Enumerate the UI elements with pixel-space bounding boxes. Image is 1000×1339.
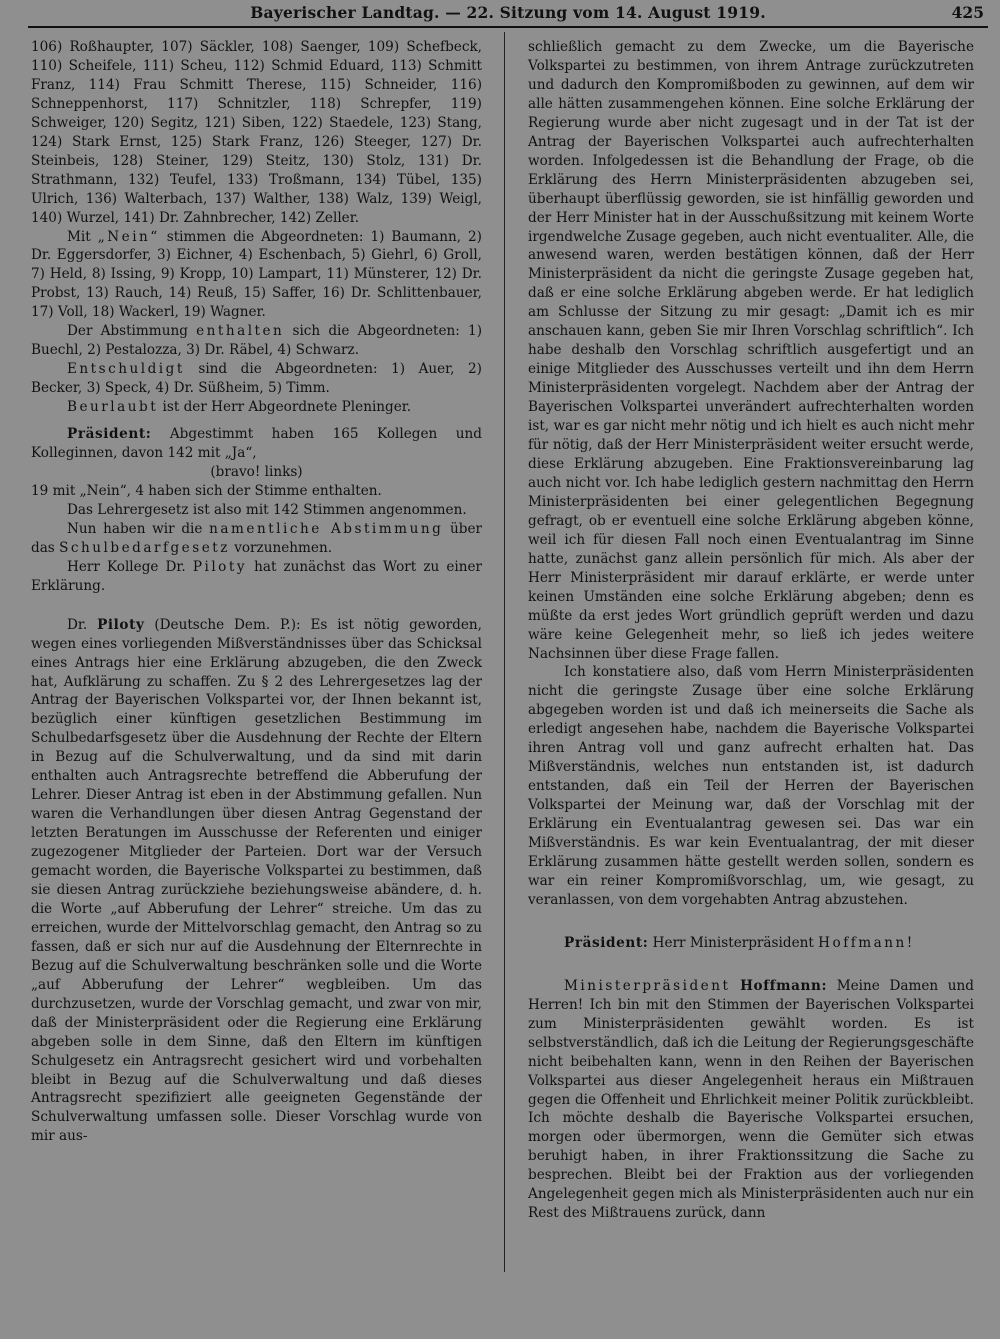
floor-given: Herr Kollege Dr. Piloty hat zunächst das Wort zu einer Erklärung.	[31, 558, 483, 594]
left-column	[31, 38, 482, 1146]
emphasis-enthalten: enthalten	[196, 323, 285, 340]
emphasis-nein: „Nein“	[97, 228, 160, 245]
speaker-president: Präsident:	[67, 426, 152, 443]
speech-hoffmann: Ministerpräsident Hoffmann: Meine Damen und Herren! Ich bin mit den Stimmen der Bayerischen Volkspartei zum Ministerpräsidenten gewählt worden. Es ist selbstverständlich, daß ich die Leitung der Regierungsgeschäfte nicht beibehalten kann, wenn in den Reihen der Bayerischen Volkspartei aus dieser Angelegenheit heraus ein Mißtrauen gegen die Offenheit und Ehrlichkeit meiner Politik zurückbleibt. Ich möchte deshalb die Bayerische Volkspartei ersuchen, morgen oder übermorgen, wenn die Gemüter sich etwas beruhigt haben, in ihrer Fraktionssitzung die Sache zu besprechen. Bleibt bei der Fraktion aus der vorliegenden Angelegenheit gegen mich als Ministerpräsidenten auch nur ein Rest des Mißtrauens zurück, dann	[528, 977, 974, 1222]
speaker-hoffmann: Hoffmann:	[740, 977, 828, 994]
voter-list-no: Mit „Nein“ stimmen die Abgeordneten: 1) Baumann, 2) Dr. Eggersdorfer, 3) Eichner, 4) Eschenbach, 5) Giehrl, 6) Groll, 7) Held, 8) Issing, 9) Kropp, 10) Lampart, 11) Münsterer, 12) Dr. Probst, 13) Rauch, 14) Reuß, 15) Saffer, 16) Dr. Schlittenbauer, 17) Voll, 18) Wackerl, 19) Wagner.	[31, 228, 482, 321]
next-vote-announcement: Nun haben wir die namentliche Abstimmung über das Schulbedarfgesetz vorzunehmen.	[31, 520, 482, 556]
interjection: (bravo! links)	[210, 463, 303, 480]
running-title: Bayerischer Landtag. — 22. Sitzung vom 14. August 1919.	[250, 3, 766, 22]
speaker-president: Präsident:	[564, 934, 649, 951]
voter-list-excused: Entschuldigt sind die Abgeordneten: 1) Auer, 2) Becker, 3) Speck, 4) Dr. Süßheim, 5) Timm.	[31, 361, 482, 397]
speaker-piloty: Piloty	[97, 616, 145, 633]
right-column	[528, 38, 974, 1223]
law-adopted: Das Lehrergesetz ist also mit 142 Stimmen angenommen.	[67, 501, 467, 518]
voter-list-leave: Beurlaubt ist der Herr Abgeordnete Pleninger.	[67, 399, 412, 416]
speech-piloty: Dr. Piloty (Deutsche Dem. P.): Es ist nötig geworden, wegen eines vorliegenden Mißverständnisses über das Schicksal eines Antrags hier eine Erklärung abzugeben, die den Zweck hat, Aufklärung zu schaffen. Zu § 2 des Lehrergesetzes lag der Antrag der Bayerischen Volkspartei vor, der Ihnen bekannt ist, bezüglich einer künftigen gesetzlichen Bestimmung im Schulbedarfsgesetz über die Ausdehnung der Rechte der Eltern in Bezug auf die Schulverwaltung, und da sind mit darin enthalten auch Antragsrechte betreffend die Abberufung der Lehrer. Dieser Antrag ist eben in der Abstimmung gefallen. Nun waren die Verhandlungen über diesen Antrag Gegenstand der letzten Beratungen im Ausschusse der Referenten und einiger zugezogener Mitglieder der Parteien. Dort war der Versuch gemacht worden, die Bayerische Volkspartei zu bestimmen, daß sie diesen Antrag zurückziehe beziehungsweise abändere, d. h. die Worte „auf Abberufung der Lehrer“ streiche. Um das zu erreichen, wurde der Mittelvorschlag gemacht, den Antrag so zu fassen, daß er sich nur auf die Ausdehnung der Elternrechte in Bezug auf die Schulverwaltung beschränken solle und die Worte „auf Abberufung der Lehrer“ wegbleiben. Um das durchzusetzen, wurde der Vorschlag gemacht, und zwar von mir, daß der Ministerpräsident oder die Regierung eine Erklärung abgeben solle in dem Sinne, daß den Eltern im künftigen Schulgesetz ein Antragsrecht gesichert wird und vorbehalten bleibt in Bezug auf die Schulverwaltung und daß dieses Antragsrecht spezifiziert alle geeigneten Gegenstände der Schulverwaltung umfassen solle. Dieser Vorschlag wurde von mir aus-	[31, 616, 482, 1145]
speech-piloty-conclusion: Ich konstatiere also, daß vom Herrn Ministerpräsidenten nicht die geringste Zusage über eine solche Erklärung abgegeben worden ist und daß ich meinerseits die Sache als erledigt angesehen habe, nachdem die Bayerische Volkspartei ihren Antrag voll und ganz aufrecht erhalten hat. Das Mißverständnis, welches nun entstanden ist, ist dadurch entstanden, daß ein Teil der Herren der Bayerischen Volkspartei der Meinung war, daß der Vorschlag mit der Erklärung ein Eventualantrag gewesen sei. Das war ein Mißverständnis. Es war kein Eventualantrag, der mit dieser Erklärung zusammen hätte gestellt werden sollen, sondern es war ein reiner Kompromißvorschlag, um, wie gesagt, zu veranlassen, von dem vorgehabten Antrag abzustehen.	[528, 664, 974, 908]
emphasis-beurlaubt: Beurlaubt	[67, 399, 159, 416]
president-result-statement: Präsident: Abgestimmt haben 165 Kollegen und Kolleginnen, davon 142 mit „Ja“,	[31, 426, 482, 462]
column-divider	[504, 32, 505, 1272]
page-header	[28, 0, 988, 28]
page-number: 425	[951, 3, 984, 22]
speech-piloty-continued: schließlich gemacht zu dem Zwecke, um die Bayerische Volkspartei zu bestimmen, von ihrem Antrage zurückzutreten und dadurch den Kompromißboden zu gewinnen, auf dem wir alle hätten zusammengehen können. Eine solche Erklärung der Regierung wurde aber nicht zugesagt und in der Tat ist der Antrag der Bayerischen Volkspartei auch aufrechterhalten worden. Infolgedessen ist die Behandlung der Frage, ob die Erklärung des Herrn Ministerpräsidenten abzugeben sei, überhaupt überflüssig geworden, sie ist hinfällig geworden und der Herr Minister hat in der Ausschußsitzung mit keinem Worte irgendwelche Zusage gegeben, auch nicht eventualiter. Alle, die anwesend waren, werden bestätigen können, daß der Herr Ministerpräsident da nicht die geringste Zusage gegeben hat, daß er eine solche Erklärung abgeben werde. Er hat lediglich am Schlusse der Sitzung zu mir gesagt: „Damit ich es mir anschauen kann, geben Sie mir Ihren Vorschlag schriftlich“. Ich habe deshalb den Vorschlag schriftlich ausgefertigt und an einige Mitglieder des Ausschusses verteilt und ihn dem Herrn Ministerpräsidenten vorgelegt. Nachdem aber der Antrag der Bayerischen Volkspartei unverändert aufrechterhalten worden ist, war es gar nicht mehr nötig und ich hielt es auch nicht mehr für nötig, daß der Herr Ministerpräsident weiter ersucht werde, diese Erklärung abzugeben. Eine Fraktionsvereinbarung lag auch nicht vor. Ich habe lediglich gestern nachmittag den Herrn Ministerpräsidenten bei einer gelegentlichen Begegnung gefragt, ob er eventuell eine solche Erklärung abgeben könne, weil ich für diesen Fall noch einen Eventualantrag im Sinne hatte, zunächst ganz allein persönlich für mich. Als aber der Herr Ministerpräsident mir darauf erklärte, er werde unter keinen Umständen eine solche Erklärung abgeben; denn es müßte da erst jedes Wort gründlich geprüft werden und dazu wäre keine Gelegenheit mehr, so ließ ich jedes weitere Nachsinnen über diese Frage fallen.	[528, 39, 974, 662]
emphasis-entschuldigt: Entschuldigt	[67, 361, 185, 378]
voter-list-abstained: Der Abstimmung enthalten sich die Abgeordneten: 1) Buechl, 2) Pestalozza, 3) Dr. Räbel, 4) Schwarz.	[31, 323, 482, 359]
voter-list-yes-continued: 106) Roßhaupter, 107) Säckler, 108) Saenger, 109) Schefbeck, 110) Scheifele, 111) Scheu, 112) Schmid Eduard, 113) Schmitt Franz, 114) Frau Schmitt Therese, 115) Schneider, 116) Schneppenhorst, 117) Schnitzler, 118) Schrepfer, 119) Schweiger, 120) Segitz, 121) Siben, 122) Staedele, 123) Stang, 124) Stark Ernst, 125) Stark Franz, 126) Steeger, 127) Dr. Steinbeis, 128) Steiner, 129) Steitz, 130) Stolz, 131) Dr. Strathmann, 132) Teufel, 133) Troßmann, 134) Tübel, 135) Ulrich, 136) Walterbach, 137) Walther, 138) Walz, 139) Weigl, 140) Wurzel, 141) Dr. Zahnbrecher, 142) Zeller.	[31, 39, 482, 226]
president-gives-floor: Präsident: Herr Ministerpräsident Hoffmann!	[564, 934, 915, 951]
vote-count-continued: 19 mit „Nein“, 4 haben sich der Stimme enthalten.	[31, 482, 382, 499]
